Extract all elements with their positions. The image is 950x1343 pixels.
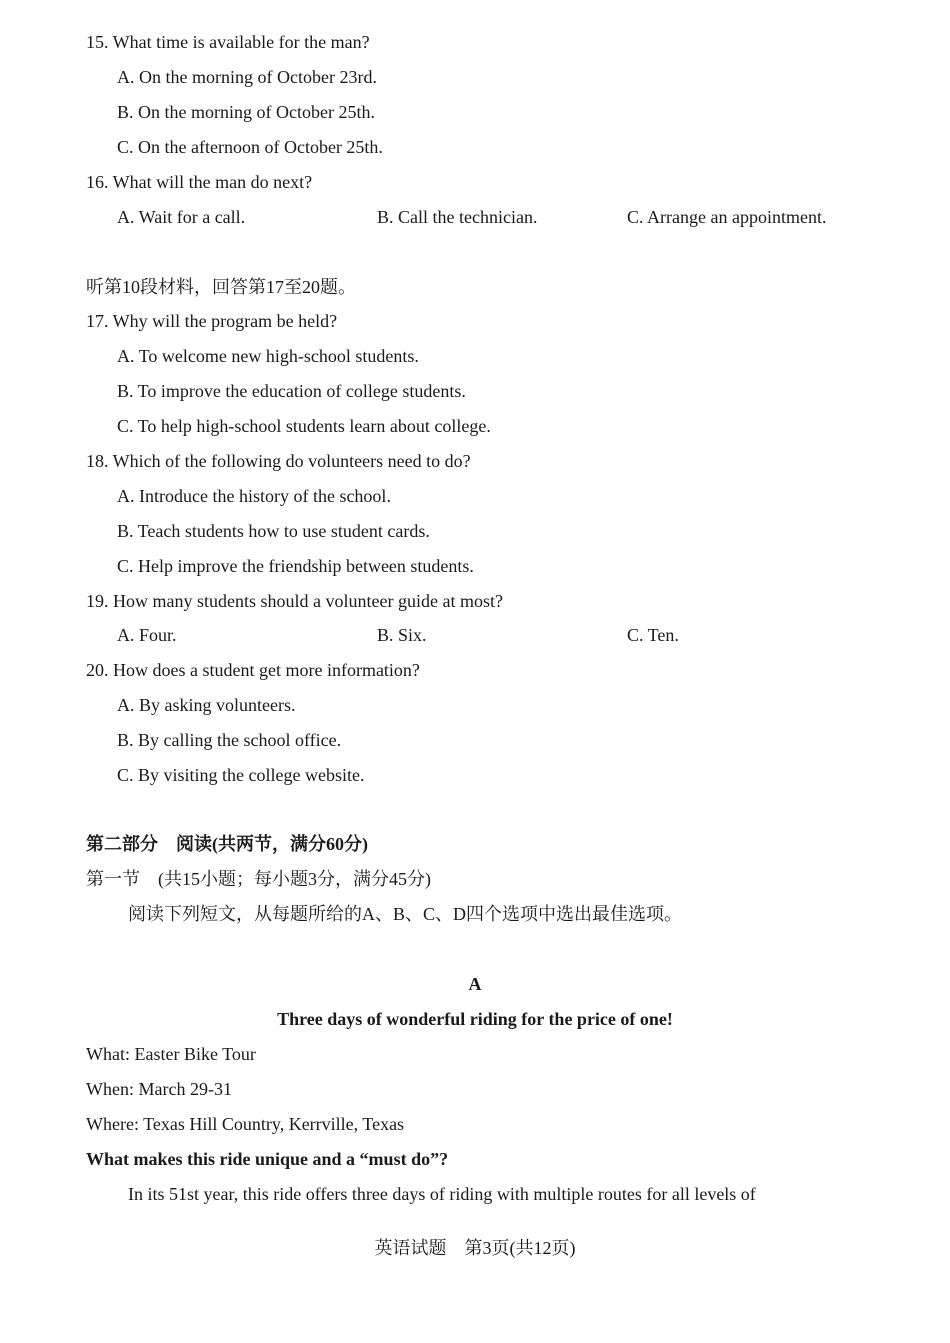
- passage-body: In its 51st year, this ride offers three days of riding with multiple routes for all levels of: [128, 1184, 756, 1204]
- question-17-stem: 17. Why will the program be held?: [86, 311, 338, 331]
- question-18-option-c: C. Help improve the friendship between students.: [117, 556, 474, 576]
- question-17-option-c: C. To help high-school students learn about college.: [117, 416, 491, 436]
- passage-where: Where: Texas Hill Country, Kerrville, Texas: [86, 1114, 405, 1134]
- question-18-option-b: B. Teach students how to use student cards.: [117, 521, 430, 541]
- question-20-stem: 20. How does a student get more information?: [86, 660, 420, 680]
- question-20-option-a: A. By asking volunteers.: [117, 695, 296, 715]
- question-19-option-b: B. Six.: [377, 625, 427, 645]
- question-17-option-a: A. To welcome new high-school students.: [117, 346, 419, 366]
- question-19-stem: 19. How many students should a volunteer guide at most?: [86, 591, 503, 611]
- question-15-option-b: B. On the morning of October 25th.: [117, 102, 375, 122]
- question-18-option-a: A. Introduce the history of the school.: [117, 486, 391, 506]
- passage-when: When: March 29-31: [86, 1079, 232, 1099]
- question-15-option-a: A. On the morning of October 23rd.: [117, 67, 377, 87]
- listening-instruction: 听第10段材料，回答第17至20题。: [86, 277, 356, 297]
- question-16-option-b: B. Call the technician.: [377, 207, 538, 227]
- question-15-option-c: C. On the afternoon of October 25th.: [117, 137, 383, 157]
- passage-what: What: Easter Bike Tour: [86, 1044, 256, 1064]
- question-17-option-b: B. To improve the education of college students.: [117, 381, 466, 401]
- question-19-option-c: C. Ten.: [627, 625, 679, 645]
- passage-heading: What makes this ride unique and a “must do”?: [86, 1149, 449, 1169]
- question-19-option-a: A. Four.: [117, 625, 177, 645]
- section-one-title: 第一节 (共15小题；每小题3分，满分45分): [86, 869, 431, 889]
- question-18-stem: 18. Which of the following do volunteers need to do?: [86, 451, 471, 471]
- question-20-option-c: C. By visiting the college website.: [117, 765, 365, 785]
- passage-title: Three days of wonderful riding for the price of one!: [277, 1009, 673, 1029]
- question-16-option-c: C. Arrange an appointment.: [627, 207, 827, 227]
- passage-label: A: [468, 974, 482, 994]
- question-16-option-a: A. Wait for a call.: [117, 207, 246, 227]
- page-footer: 英语试题 第3页(共12页): [374, 1238, 576, 1258]
- question-15-stem: 15. What time is available for the man?: [86, 32, 370, 52]
- question-20-option-b: B. By calling the school office.: [117, 730, 342, 750]
- reading-instruction: 阅读下列短文，从每题所给的A、B、C、D四个选项中选出最佳选项。: [128, 904, 683, 924]
- question-16-stem: 16. What will the man do next?: [86, 172, 313, 192]
- part-two-title: 第二部分 阅读(共两节，满分60分): [86, 834, 368, 854]
